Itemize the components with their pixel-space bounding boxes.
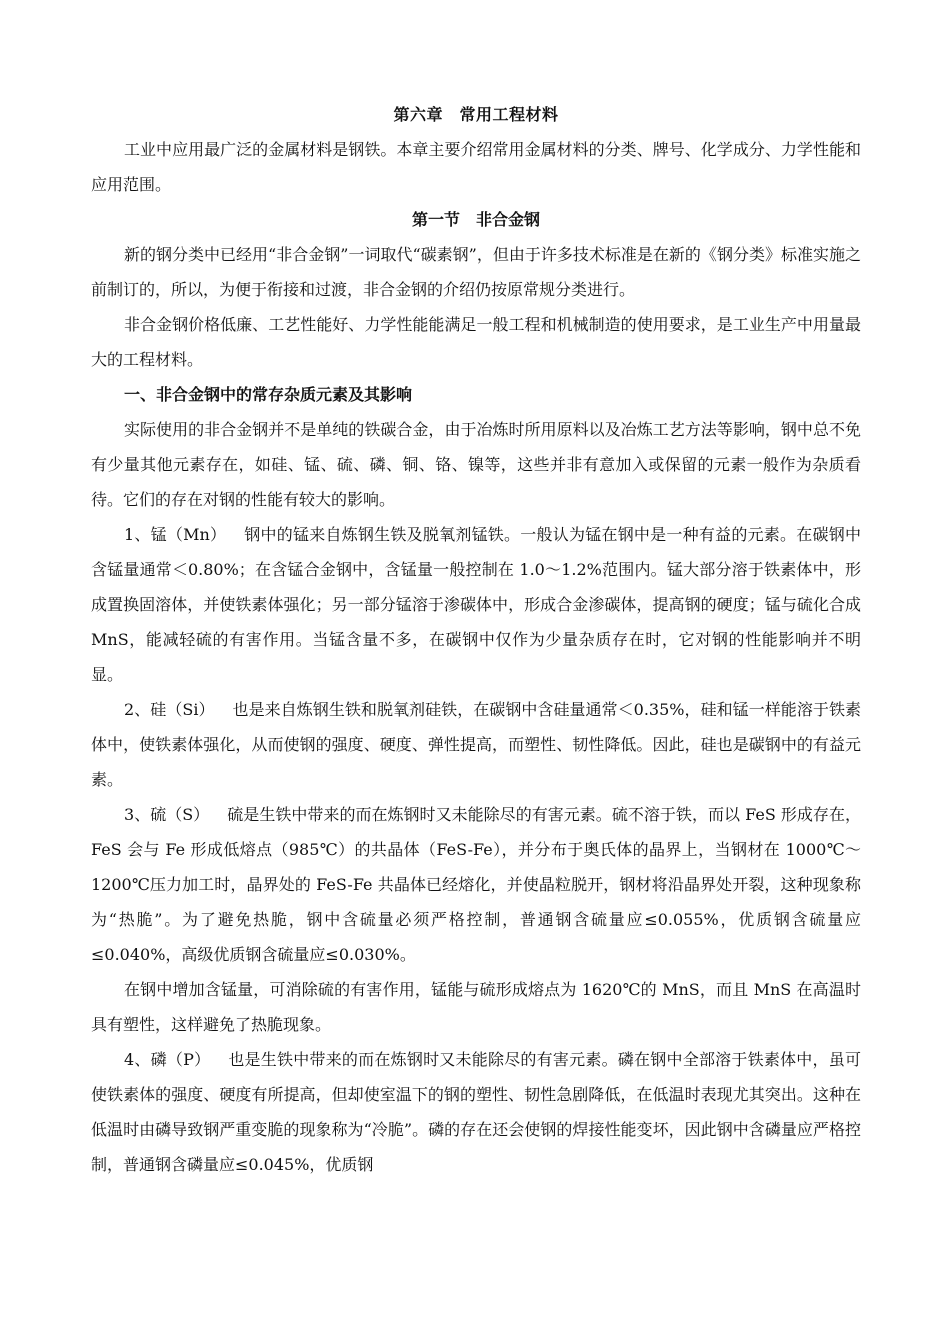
section-title: 第一节 非合金钢 (411, 210, 540, 229)
intro-paragraph: 工业中应用最广泛的金属材料是钢铁。本章主要介绍常用金属材料的分类、牌号、化学成分、力学性能和应用范围。 (91, 140, 861, 194)
sulfur-lead: 3、硫（S） (124, 805, 210, 824)
paragraph-steel-classification: 新的钢分类中已经用“非合金钢”一词取代“碳素钢”，但由于许多技术标准是在新的《钢分类》标准实施之前制订的，所以，为便于衔接和过渡，非合金钢的介绍仍按原常规分类进行。 (91, 245, 861, 299)
paragraph-non-alloy-steel-usage: 非合金钢价格低廉、工艺性能好、力学性能能满足一般工程和机械制造的使用要求，是工业生产中用量最大的工程材料。 (91, 315, 861, 369)
paragraph-impurities-intro: 实际使用的非合金钢并不是单纯的铁碳合金，由于冶炼时所用原料以及冶炼工艺方法等影响，钢中总不免有少量其他元素存在，如硅、锰、硫、磷、铜、铬、镍等，这些并非有意加入或保留的元素一般作为杂质看待。它们的存在对钢的性能有较大的影响。 (91, 420, 861, 509)
paragraph-sulfur (91, 797, 861, 972)
sulfur-text: 硫是生铁中带来的而在炼钢时又未能除尽的有害元素。硫不溶于铁，而以 FeS 形成存在，FeS 会与 Fe 形成低熔点（985℃）的共晶体（FeS-Fe），并分布于奥氏体的晶界上，当钢材在 1000℃～1200℃压力加工时，晶界处的 FeS-Fe 共晶体已经熔化，并使晶粒脱开，钢材将沿晶界处开裂，这种现象称为“热脆”。为了避免热脆，钢中含硫量必须严格控制，普通钢含硫量应≤0.055%，优质钢含硫量应≤0.040%，高级优质钢含硫量应≤0.030%。 (91, 805, 861, 964)
phosphorus-text: 也是生铁中带来的而在炼钢时又未能除尽的有害元素。磷在钢中全部溶于铁素体中，虽可使铁素体的强度、硬度有所提高，但却使室温下的钢的塑性、韧性急剧降低，在低温时表现尤其突出。这种在低温时由磷导致钢严重变脆的现象称为“冷脆”。磷的存在还会使钢的焊接性能变坏，因此钢中含磷量应严格控制，普通钢含磷量应≤0.045%，优质钢 (91, 1050, 861, 1174)
document-body (91, 98, 861, 1182)
chapter-title: 第六章 常用工程材料 (393, 105, 559, 124)
paragraph-phosphorus (91, 1042, 861, 1182)
manganese-lead: 1、锰（Mn） (124, 525, 227, 544)
phosphorus-lead: 4、磷（P） (124, 1050, 211, 1069)
paragraph-silicon (91, 692, 861, 797)
silicon-text: 也是来自炼钢生铁和脱氧剂硅铁，在碳钢中含硅量通常＜0.35%，硅和锰一样能溶于铁素体中，使铁素体强化，从而使钢的强度、硬度、弹性提高，而塑性、韧性降低。因此，硅也是碳钢中的有益元素。 (91, 700, 861, 789)
paragraph-manganese (91, 517, 861, 692)
paragraph-manganese-sulfur: 在钢中增加含锰量，可消除硫的有害作用，锰能与硫形成熔点为 1620℃的 MnS，而且 MnS 在高温时具有塑性，这样避免了热脆现象。 (91, 980, 861, 1034)
subheading-impurity-elements: 一、非合金钢中的常存杂质元素及其影响 (124, 385, 413, 404)
silicon-lead: 2、硅（Si） (124, 700, 215, 719)
manganese-text: 钢中的锰来自炼钢生铁及脱氧剂锰铁。一般认为锰在钢中是一种有益的元素。在碳钢中含锰量通常＜0.80%；在含锰合金钢中，含锰量一般控制在 1.0～1.2%范围内。锰大部分溶于铁素体中，形成置换固溶体，并使铁素体强化；另一部分锰溶于渗碳体中，形成合金渗碳体，提高钢的硬度；锰与硫化合成 MnS，能减轻硫的有害作用。当锰含量不多，在碳钢中仅作为少量杂质存在时，它对钢的性能影响并不明显。 (91, 525, 861, 684)
